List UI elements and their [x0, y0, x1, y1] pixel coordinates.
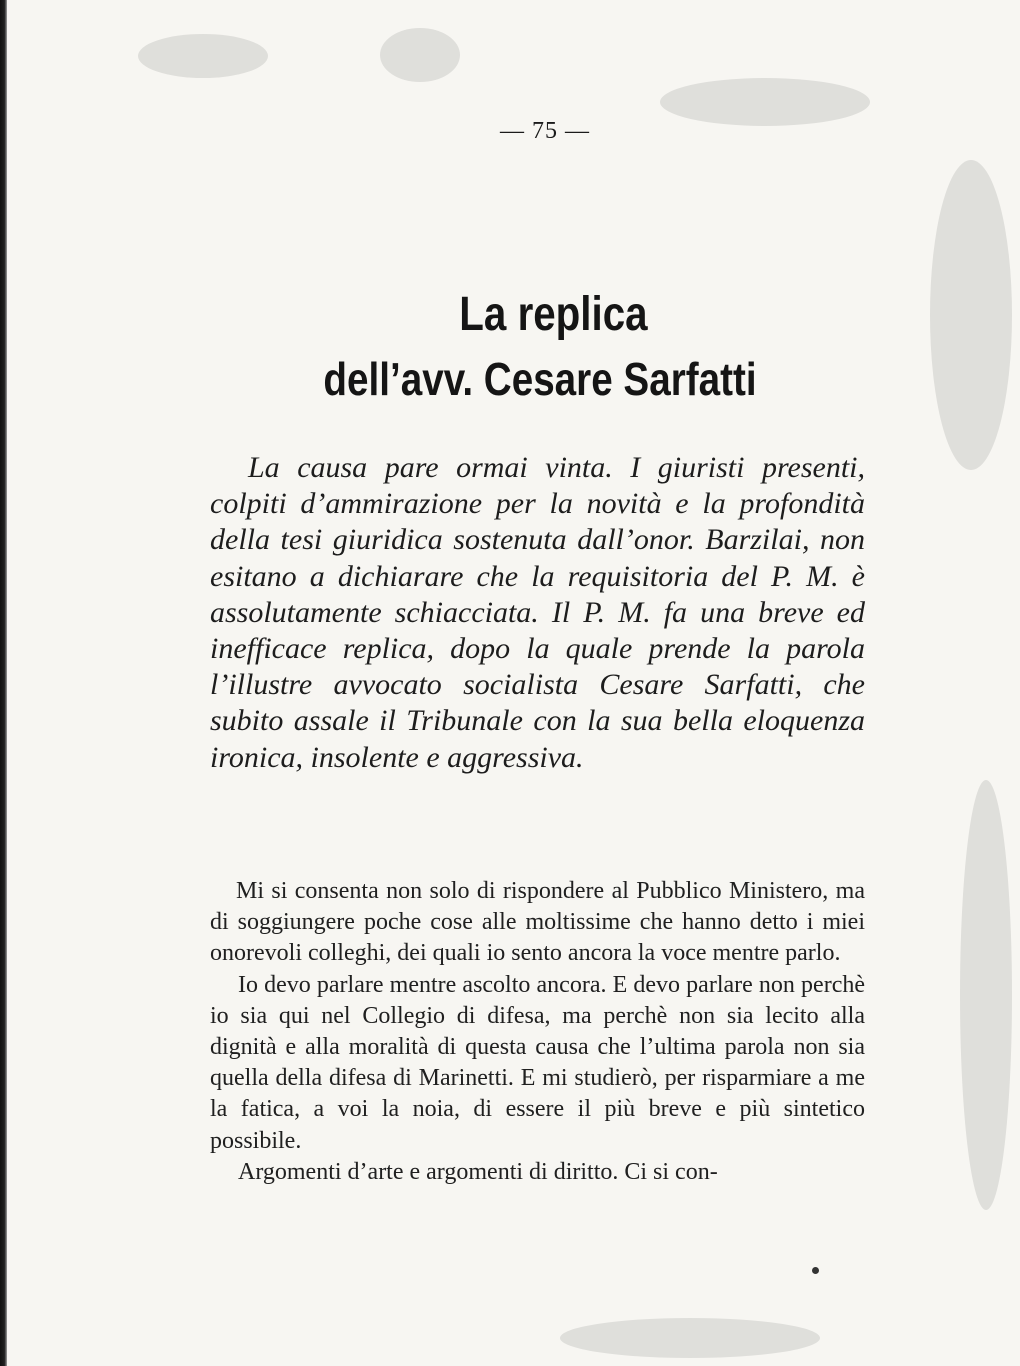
speech-text — [210, 876, 865, 1188]
title-line-two: dell’avv. Cesare Sarfatti — [323, 353, 757, 405]
paper-speckle — [660, 78, 870, 126]
body-paragraph: Io devo parlare mentre ascolto ancora. E devo parlare non perchè io sia qui nel Collegio di difesa, ma perchè non sia lecito alla dignità e alla moralità di questa causa che l’ultima parola non sia quella della difesa di Marinetti. E mi studierò, per risparmiare a me la fatica, a voi la noia, di essere il più breve e più sintetico possibile. — [210, 971, 865, 1154]
body-paragraph: Argomenti d’arte e argomenti di diritto. Ci si con- — [238, 1158, 718, 1185]
italic-intro-paragraph: La causa pare ormai vinta. I giuristi presenti, colpiti d’ammirazione per la novità e la profondità della tesi giuridica sostenuta dall’onor. Barzilai, non esitano a dichiarare che la requisitoria del P. M. è assolutamente schiacciata. Il P. M. fa una breve ed inefficace replica, dopo la quale prende la parola l’illustre avvocato socialista Cesare Sarfatti, che subito assale il Tribunale con la sua bella eloquenza ironica, insolente e aggressiva. — [210, 451, 865, 774]
paper-speckle — [930, 160, 1012, 470]
page-binding-edge — [0, 0, 7, 1366]
paper-speckle — [960, 780, 1012, 1210]
chapter-title — [288, 284, 792, 412]
title-line-one: La replica — [459, 288, 648, 341]
page-number: — 75 — — [500, 118, 590, 144]
body-paragraph: Mi si consenta non solo di rispondere al Pubblico Ministero, ma di soggiungere poche cose alle moltissime che hanno detto i miei onorevoli colleghi, dei quali io sento ancora la voce mentre parlo. — [210, 878, 865, 967]
paper-speckle — [138, 34, 268, 78]
paper-speckle — [380, 28, 460, 82]
paper-speckle — [560, 1318, 820, 1358]
ink-dot — [812, 1267, 819, 1274]
